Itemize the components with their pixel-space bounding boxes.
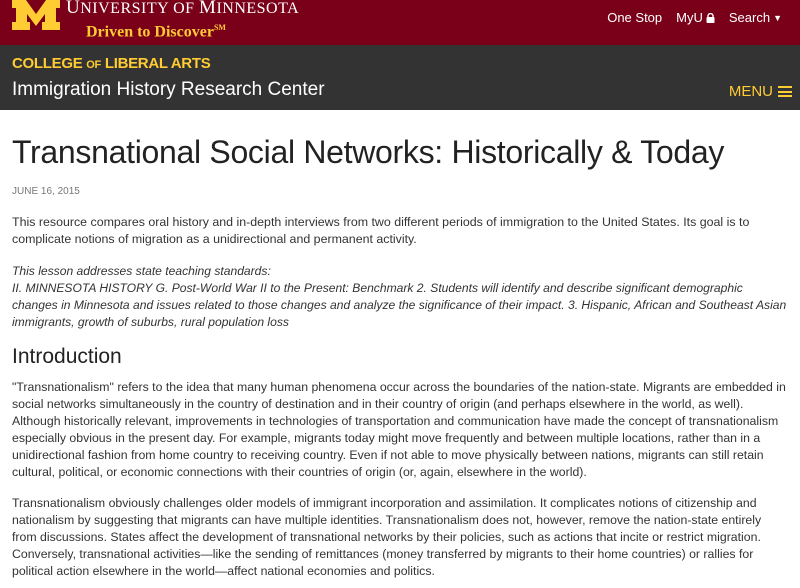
page-title: Transnational Social Networks: Historically & Today: [12, 134, 725, 170]
main-content: [0, 132, 800, 580]
college-header: [0, 45, 800, 110]
one-stop-link[interactable]: One Stop: [607, 10, 663, 25]
paragraph-2: Transnationalism obviously challenges older models of immigrant incorporation and assimilation. It complicates notions of citizenship and nationalism by suggesting that migrants can have multiple identities. Transnationalism does not, however, remove the nation-state entirely from discussions. States affect the development of transnational networks by their policies, such as actions that incite or restrict migration. Conversely, transnational activities—like the sending of remittances (money transferred by migrants to their home countries) or rallies for political action elsewhere in the world—affect national economies and politics.: [12, 495, 762, 578]
myu-label: MyU: [676, 10, 703, 25]
university-tagline: Driven to Discover℠: [86, 23, 226, 41]
center-name[interactable]: Immigration History Research Center: [12, 79, 325, 100]
search-menu[interactable]: [729, 10, 782, 25]
menu-label: MENU: [728, 83, 773, 100]
teaching-standards: [12, 263, 788, 331]
university-name: UNIVERSITY OF MINNESOTA: [66, 0, 300, 18]
publish-date: JUNE 16, 2015: [12, 186, 80, 197]
caret-down-icon: ▼: [773, 12, 782, 23]
hamburger-icon: [778, 86, 792, 97]
standards-heading: This lesson addresses state teaching standards:: [12, 264, 271, 278]
college-name[interactable]: COLLEGE OF LIBERAL ARTS: [12, 55, 211, 72]
menu-button[interactable]: [729, 83, 792, 100]
standards-text: II. MINNESOTA HISTORY G. Post-World War II to the Present: Benchmark 2. Students will identify and describe significant demographic changes in Minnesota and issues related to those changes and analyze the significance of their impact. 3. Hispanic, African and Southeast Asian immigrants, growth of suburbs, rural population loss: [12, 281, 787, 329]
paragraph-1: "Transnationalism" refers to the idea that many human phenomena occur across the boundaries of the nation-state. Migrants are embedded in social networks simultaneously in the country of destination and in their country of origin (and perhaps elsewhere in the world, as well). Although historically relevant, improvements in technologies of transportation and communication have made the concept of transnationalism especially obvious in the present day. For example, migrants today might move frequently and between multiple locations, rather than in a unidirectional fashion from home country to receiving country. Even if not able to move physically between nations, migrants can still retain cultural, political, or economic connections with their countries of origin (or, again, elsewhere in the world).: [12, 380, 786, 480]
university-header: [0, 0, 800, 45]
university-wordmark[interactable]: [66, 0, 299, 41]
lock-icon: [706, 13, 715, 23]
myu-link[interactable]: [676, 10, 715, 25]
section-heading-introduction: Introduction: [12, 345, 122, 368]
intro-paragraph: This resource compares oral history and in-depth interviews from two different periods of immigration to the United States. Its goal is to complicate notions of migration as a unidirectional and permanent activity.: [12, 215, 750, 246]
block-m-logo[interactable]: [12, 0, 60, 30]
top-links: [607, 10, 782, 25]
search-label: Search: [728, 10, 771, 25]
